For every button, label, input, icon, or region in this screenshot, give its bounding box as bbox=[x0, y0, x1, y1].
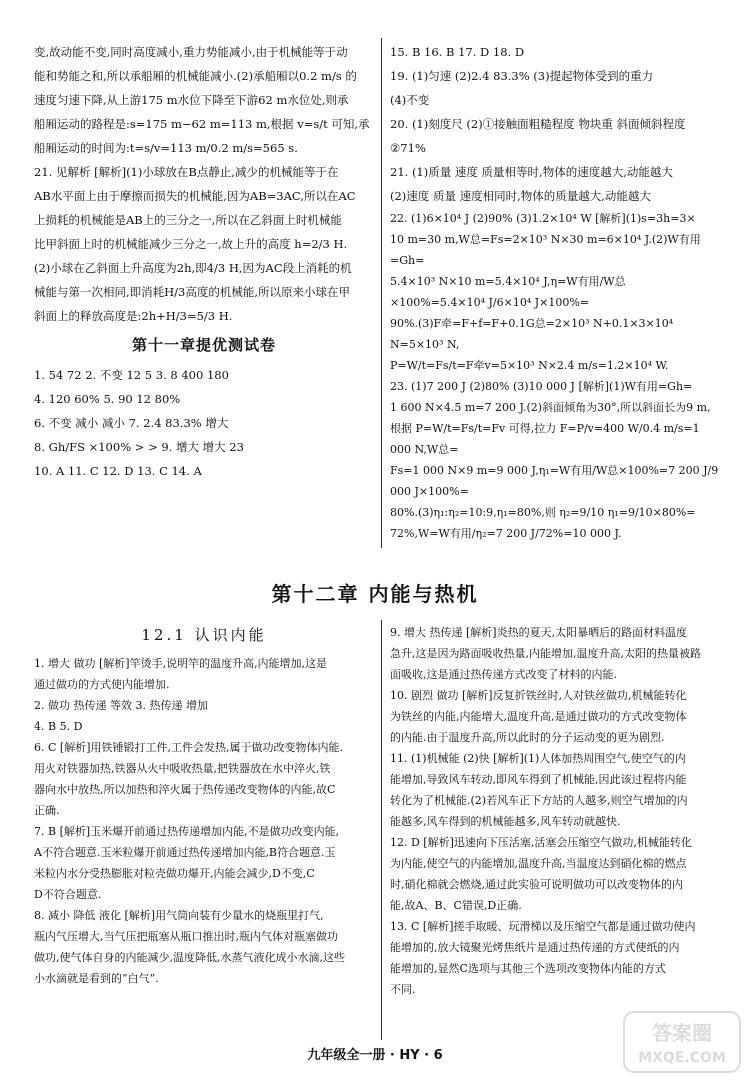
rt-l13: 23. (1)7 200 J (2)80% (3)10 000 J [解析](1)W有用=Gh= bbox=[390, 380, 693, 393]
rt-l11: 90%.(3)F牵=F+f=F+0.1G总=2×10³ N+0.1×3×10⁴ N=5×10³ N, bbox=[390, 317, 674, 351]
lb-l10: A不符合题意.玉米粒爆开前通过热传递增加内能,B符合题意.玉 bbox=[34, 846, 336, 859]
answers-l2: 4. 120 60% 5. 90 12 80% bbox=[34, 392, 181, 406]
rt-l12: P=W/t=Fs/t=F牵v=5×10³ N×2.4 m/s=1.2×10⁴ W. bbox=[390, 359, 669, 372]
lb-l15: 做功,使气体自身的内能减少,温度降低,水蒸气液化成小水滴,这些 bbox=[34, 951, 345, 964]
left-top-column bbox=[34, 40, 374, 483]
lb-l9: 7. B [解析]玉米爆开前通过热传递增加内能,不是做功改变内能, bbox=[34, 825, 340, 838]
answers-l1: 1. 54 72 2. 不变 12 5 3. 8 400 180 bbox=[34, 368, 229, 382]
rt-l5: ②71% bbox=[390, 141, 426, 155]
q21-l4: 比甲斜面上时的机械能减少三分之一,故上升的高度 h=2/3 H. bbox=[34, 237, 348, 251]
lb-l5: 6. C [解析]用铁锤锻打工件,工件会发热,属于做功改变物体内能. bbox=[34, 741, 343, 754]
rb-l14: 能,故A、B、C错误,D正确. bbox=[390, 899, 522, 912]
rb-l16: 能增加的,放大镜聚光烤焦纸片是通过热传递的方式使纸的内 bbox=[390, 941, 680, 954]
column-divider-bottom bbox=[381, 620, 382, 1040]
q21-l3: 上损耗的机械能是AB上的三分之一,所以在乙斜面上时机械能 bbox=[34, 213, 342, 227]
q21-l7: 斜面上的释放高度是:2h+H/3=5/3 H. bbox=[34, 309, 233, 323]
answers-l3: 6. 不变 减小 减小 7. 2.4 83.3% 增大 bbox=[34, 416, 229, 430]
answers-l5: 10. A 11. C 12. D 13. C 14. A bbox=[34, 464, 202, 478]
rb-l3: 面吸收,这是通过热传递方式改变了材料的内能. bbox=[390, 668, 617, 681]
right-top-column bbox=[390, 40, 720, 544]
rb-l12: 为内能,使空气的内能增加,温度升高,当温度达到硝化棉的燃点 bbox=[390, 857, 687, 870]
lb-l14: 瓶内气压增大,当气压把瓶塞从瓶口推出时,瓶内气体对瓶塞做功 bbox=[34, 930, 338, 943]
watermark-line1: 答案圈 bbox=[652, 1021, 712, 1045]
rb-l4: 10. 剧烈 做功 [解析]反复折铁丝时,人对铁丝做功,机械能转化 bbox=[390, 689, 687, 702]
rt-l18: 72%,W=W有用/η₂=7 200 J/72%=10 000 J. bbox=[390, 527, 622, 540]
rt-l14: 1 600 N×4.5 m=7 200 J.(2)斜面倾角为30°,所以斜面长为9 m, bbox=[390, 401, 711, 414]
q21-l6: 械能与第一次相同,即消耗H/3高度的机械能,所以原来小球在甲 bbox=[34, 285, 351, 299]
rb-l11: 12. D [解析]迅速向下压活塞,活塞会压缩空气做功,机械能转化 bbox=[390, 836, 692, 849]
rb-l9: 转化为了机械能.(2)若风车正下方站的人越多,则空气增加的内 bbox=[390, 794, 688, 807]
para-l3: 速度匀速下降,从上游175 m水位下降至下游62 m水位处,则承 bbox=[34, 93, 349, 107]
lb-l16: 小水滴就是看到的“白气”. bbox=[34, 972, 159, 985]
q21-l1: 21. 见解析 [解析](1)小球放在B点静止,减少的机械能等于在 bbox=[34, 165, 339, 179]
rt-l4: 20. (1)刻度尺 (2)①接触面粗糙程度 物块重 斜面倾斜程度 bbox=[390, 117, 686, 131]
chapter-title: 第十二章 内能与热机 bbox=[271, 582, 479, 606]
q21-l2: AB水平面上由于摩擦而损失的机械能,因为AB=3AC,所以在AC bbox=[34, 189, 356, 203]
rb-l13: 时,硝化棉就会燃烧,通过此实验可说明做功可以改变物体的内 bbox=[390, 878, 683, 891]
rt-l6: 21. (1)质量 速度 质量相等时,物体的速度越大,动能越大 bbox=[390, 165, 673, 179]
rt-l10: 5.4×10³ N×10 m=5.4×10⁴ J,η=W有用/W总×100%=5.4×10⁴ J/6×10⁴ J×100%= bbox=[390, 275, 626, 309]
right-bottom-column bbox=[390, 622, 720, 1000]
rt-l7: (2)速度 质量 速度相同时,物体的质量越大,动能越大 bbox=[390, 189, 651, 203]
lb-l12: D不符合题意. bbox=[34, 888, 102, 901]
para-l1: 变,故动能不变,同时高度减小,重力势能减小,由于机械能等于动 bbox=[34, 45, 348, 59]
watermark-line2: MXQE.COM bbox=[638, 1050, 726, 1066]
lb-l3: 2. 做功 热传递 等效 3. 热传递 增加 bbox=[34, 699, 208, 712]
watermark-logo bbox=[622, 1010, 742, 1074]
lb-l6: 用火对铁器加热,铁器从火中吸收热量,把铁器放在水中淬火,铁 bbox=[34, 762, 331, 775]
para-l2: 能和势能之和,所以承船厢的机械能减小.(2)承船厢以0.2 m/s 的 bbox=[34, 69, 357, 83]
answers-l4: 8. Gh/FS ×100% > > 9. 增大 增大 23 bbox=[34, 440, 244, 454]
subsection-title: 12.1 认识内能 bbox=[141, 626, 267, 644]
rt-l2: 19. (1)匀速 (2)2.4 83.3% (3)提起物体受到的重力 bbox=[390, 69, 654, 83]
rt-l9: 10 m=30 m,W总=Fs=2×10³ N×30 m=6×10⁴ J.(2)W有用=Gh= bbox=[390, 233, 701, 267]
rb-l5: 为铁丝的内能,内能增大,温度升高,是通过做功的方式改变物体 bbox=[390, 710, 687, 723]
lb-l8: 正确. bbox=[34, 804, 60, 817]
rb-l15: 13. C [解析]搓手取暖、玩滑梯以及压缩空气都是通过做功使内 bbox=[390, 920, 696, 933]
lb-l1: 1. 增大 做功 [解析]竿烫手,说明竿的温度升高,内能增加,这是 bbox=[34, 657, 328, 670]
lb-l7: 器向水中放热,所以加热和淬火属于热传递改变物体的内能,故C bbox=[34, 783, 336, 796]
page-footer: 九年级全一册 · HY · 6 bbox=[307, 1048, 443, 1063]
para-l4: 船厢运动的路程是:s=175 m−62 m=113 m,根据 v=s/t 可知,承 bbox=[34, 117, 370, 131]
rb-l18: 不同. bbox=[390, 983, 416, 996]
rb-l17: 能增加的,显然C选项与其他三个选项改变物体内能的方式 bbox=[390, 962, 666, 975]
lb-l4: 4. B 5. D bbox=[34, 720, 83, 733]
rb-l1: 9. 增大 热传递 [解析]炎热的夏天,太阳暴晒后的路面材料温度 bbox=[390, 626, 688, 639]
para-l5: 船厢运动的时间为:t=s/v=113 m/0.2 m/s=565 s. bbox=[34, 141, 298, 155]
section-title: 第十一章提优测试卷 bbox=[131, 336, 276, 354]
lb-l13: 8. 减小 降低 液化 [解析]用气筒向装有少量水的烧瓶里打气, bbox=[34, 909, 324, 922]
rb-l8: 能增加,导致风车转动,即风车得到了机械能,因此该过程将内能 bbox=[390, 773, 687, 786]
rt-l3: (4)不变 bbox=[390, 93, 430, 107]
rt-l16: Fs=1 000 N×9 m=9 000 J,η₁=W有用/W总×100%=7 200 J/9 000 J×100%= bbox=[390, 464, 719, 498]
rt-l8: 22. (1)6×10⁴ J (2)90% (3)1.2×10⁴ W [解析](1)s=3h=3× bbox=[390, 212, 696, 225]
rb-l6: 的内能.由于温度升高,所以此时的分子运动变的更为剧烈. bbox=[390, 731, 665, 744]
q21-l5: (2)小球在乙斜面上升高度为2h,即4/3 H,因为AC段上消耗的机 bbox=[34, 261, 352, 275]
column-divider-top bbox=[381, 38, 382, 548]
left-bottom-column bbox=[34, 622, 374, 989]
rb-l7: 11. (1)机械能 (2)快 [解析](1)人体加热周围空气,使空气的内 bbox=[390, 752, 686, 765]
rb-l2: 急升,这是因为路面吸收热量,内能增加,温度升高,太阳的热量被路 bbox=[390, 647, 701, 660]
rb-l10: 能越多,风车得到的机械能越多,风车转动就越快. bbox=[390, 815, 621, 828]
rt-l15: 根据 P=W/t=Fs/t=Fv 可得,拉力 F=P/v=400 W/0.4 m/s=1 000 N,W总= bbox=[390, 422, 700, 456]
rt-l1: 15. B 16. B 17. D 18. D bbox=[390, 45, 525, 59]
lb-l2: 通过做功的方式使内能增加. bbox=[34, 678, 170, 691]
lb-l11: 米粒内水分受热膨胀对粒壳做功爆开,内能会减少,D不变,C bbox=[34, 867, 315, 880]
rt-l17: 80%.(3)η₁:η₂=10:9,η₁=80%,则 η₂=9/10 η₁=9/10×80%= bbox=[390, 506, 696, 519]
